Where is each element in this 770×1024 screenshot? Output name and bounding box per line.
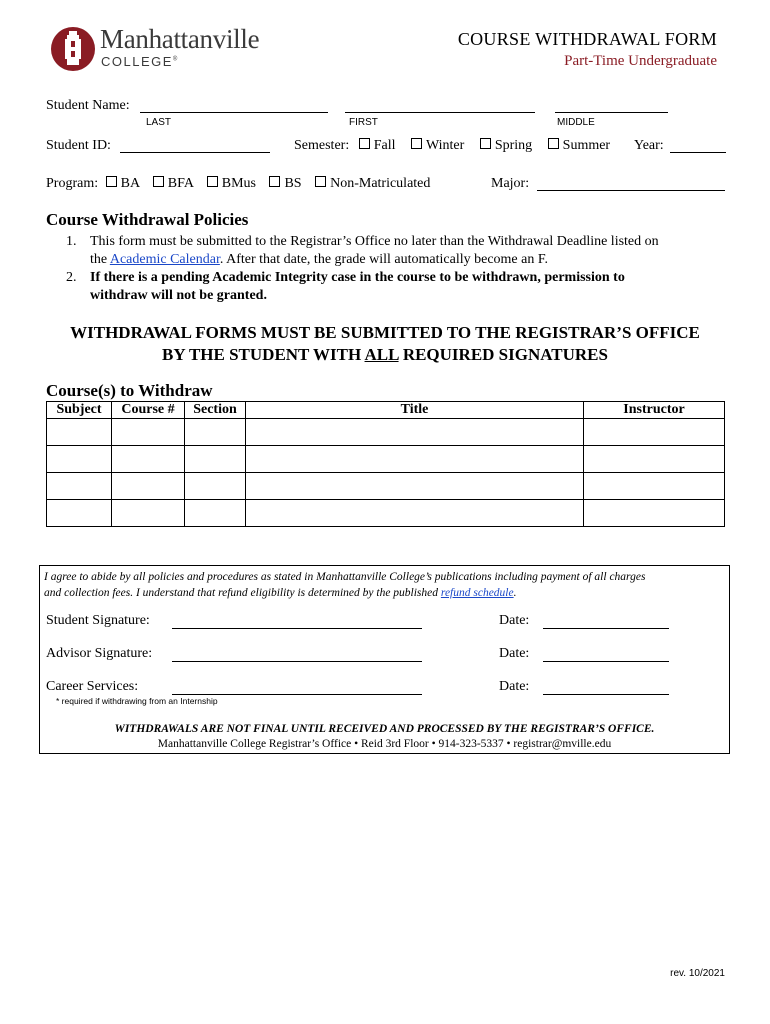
final-notice: WITHDRAWALS ARE NOT FINAL UNTIL RECEIVED AND PROCESSED BY THE REGISTRAR’S OFFICE. — [114, 723, 655, 735]
logo-name: Manhattanville — [100, 24, 260, 54]
spring-checkbox[interactable] — [480, 138, 491, 149]
table-row — [47, 419, 725, 446]
advisor-date-label: Date: — [499, 646, 530, 661]
advisor-signature-label: Advisor Signature: — [46, 646, 153, 661]
policies-heading: Course Withdrawal Policies — [46, 210, 249, 229]
fall-checkbox[interactable] — [359, 138, 370, 149]
program-non-matriculated[interactable]: Non-Matriculated — [315, 176, 430, 191]
student-date-field[interactable] — [543, 627, 669, 629]
revision-label: rev. 10/2021 — [670, 968, 725, 979]
registrar-contact: Manhattanville College Registrar’s Office • Reid 3rd Floor • 914-323-5337 • registrar@mville.edu — [157, 738, 612, 750]
bmus-checkbox[interactable] — [207, 176, 218, 187]
semester-fall[interactable]: Fall — [359, 138, 396, 153]
col-section: Section — [185, 402, 246, 419]
table-header-row — [47, 402, 725, 419]
college-seal-icon — [50, 26, 96, 72]
form-title: COURSE WITHDRAWAL FORM — [457, 29, 717, 49]
student-signature-label: Student Signature: — [46, 613, 150, 628]
policy-item-1: 1. This form must be submitted to the Registrar’s Office no later than the Withdrawal Deadline listed on the Academic Calendar. After that date, the grade will automatically become an F. — [66, 234, 659, 267]
form-subtitle: Part-Time Undergraduate — [564, 53, 717, 69]
program-bs[interactable]: BS — [269, 176, 301, 191]
career-date-field[interactable] — [543, 693, 669, 695]
table-row — [47, 446, 725, 473]
student-id-label: Student ID: — [46, 138, 111, 153]
logo — [50, 26, 280, 72]
policy-item-2: 2. If there is a pending Academic Integrity case in the course to be withdrawn, permission to withdraw will not be granted. — [66, 270, 625, 303]
submission-notice: WITHDRAWAL FORMS MUST BE SUBMITTED TO THE REGISTRAR’S OFFICE BY THE STUDENT WITH ALL REQUIRED SIGNATURES — [70, 323, 700, 364]
non-matriculated-checkbox[interactable] — [315, 176, 326, 187]
semester-row — [294, 138, 610, 154]
policies-list — [66, 233, 726, 305]
courses-heading: Course(s) to Withdraw — [46, 381, 213, 400]
first-name-caption: FIRST — [349, 117, 378, 128]
courses-table — [46, 401, 725, 527]
logo-sub: COLLEGE® — [101, 54, 179, 69]
col-course-number: Course # — [112, 402, 185, 419]
student-id-field[interactable] — [120, 151, 270, 153]
major-field[interactable] — [537, 189, 725, 191]
agreement-box — [39, 565, 730, 754]
col-title: Title — [246, 402, 584, 419]
program-row — [46, 176, 430, 192]
program-bfa[interactable]: BFA — [153, 176, 193, 191]
agreement-text: I agree to abide by all policies and procedures as stated in Manhattanville College’s publications including payment of all charges and collection fees. I understand that refund eligibility is determined by the published refund schedule. — [44, 571, 646, 599]
refund-schedule-link[interactable]: refund schedule — [440, 587, 514, 599]
col-subject: Subject — [47, 402, 112, 419]
academic-calendar-link[interactable]: Academic Calendar — [109, 252, 220, 267]
student-name-label: Student Name: — [46, 98, 130, 113]
last-name-field[interactable] — [140, 111, 328, 113]
student-date-label: Date: — [499, 613, 530, 628]
winter-checkbox[interactable] — [411, 138, 422, 149]
last-name-caption: LAST — [146, 117, 172, 128]
advisor-date-field[interactable] — [543, 660, 669, 662]
table-row — [47, 500, 725, 527]
career-date-label: Date: — [499, 679, 530, 694]
semester-winter[interactable]: Winter — [411, 138, 464, 153]
semester-label: Semester: — [294, 138, 350, 153]
table-row — [47, 473, 725, 500]
program-bmus[interactable]: BMus — [207, 176, 256, 191]
student-signature-field[interactable] — [172, 627, 422, 629]
advisor-signature-field[interactable] — [172, 660, 422, 662]
bs-checkbox[interactable] — [269, 176, 280, 187]
first-name-field[interactable] — [345, 111, 535, 113]
career-services-signature-field[interactable] — [172, 693, 422, 695]
career-services-label: Career Services: — [46, 679, 139, 694]
bfa-checkbox[interactable] — [153, 176, 164, 187]
col-instructor: Instructor — [584, 402, 725, 419]
middle-name-field[interactable] — [555, 111, 668, 113]
summer-checkbox[interactable] — [548, 138, 559, 149]
program-ba[interactable]: BA — [106, 176, 140, 191]
semester-summer[interactable]: Summer — [548, 138, 610, 153]
middle-name-caption: MIDDLE — [557, 117, 595, 128]
ba-checkbox[interactable] — [106, 176, 117, 187]
semester-spring[interactable]: Spring — [480, 138, 532, 153]
year-label: Year: — [634, 138, 664, 153]
major-label: Major: — [491, 176, 530, 191]
year-field[interactable] — [670, 151, 726, 153]
program-label: Program: — [46, 176, 99, 191]
internship-footnote: * required if withdrawing from an Internship — [56, 696, 218, 706]
